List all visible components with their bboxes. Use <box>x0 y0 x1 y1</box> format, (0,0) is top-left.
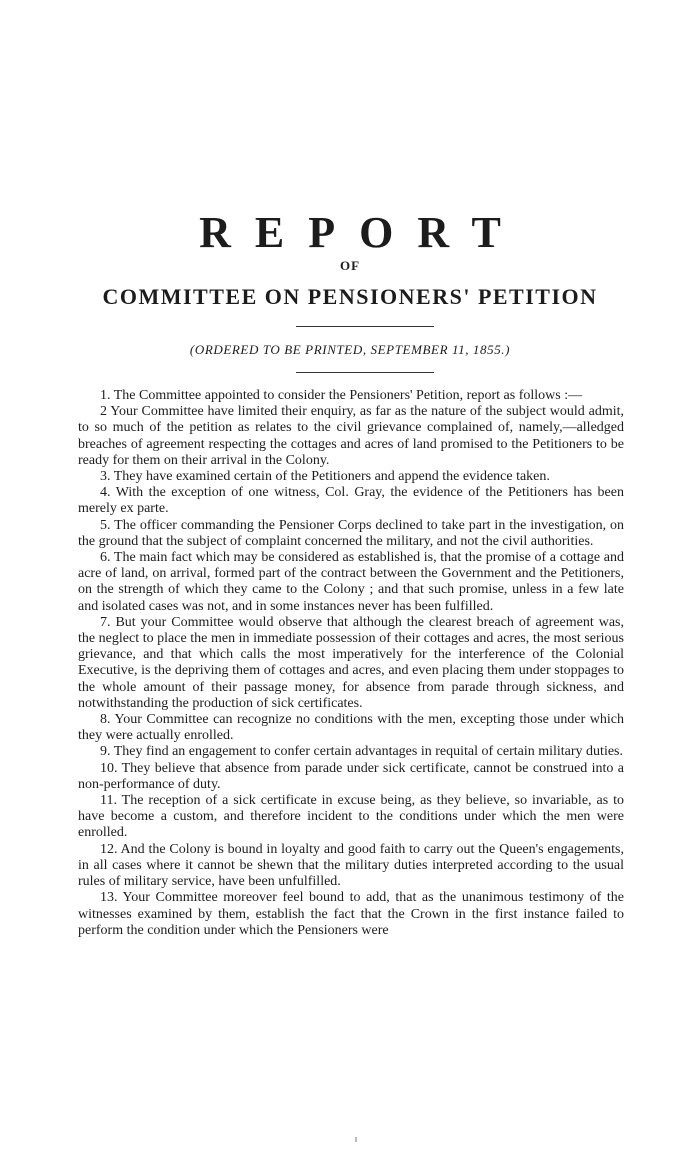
paragraph-4: 4. With the exception of one witness, Col. Gray, the evidence of the Petitioners has been merely ex parte. <box>78 485 624 517</box>
paragraph-11: 11. The reception of a sick certificate in excuse being, as they believe, so invariable, as to have become a custom, and therefore incident to the conditions under which the men were enrolled. <box>78 793 624 841</box>
ordered-printed-note: (ORDERED TO BE PRINTED, SEPTEMBER 11, 1855.) <box>189 342 511 357</box>
paragraph-9: 9. They find an engagement to confer certain advantages in requital of certain military duties. <box>100 744 623 760</box>
report-subtitle: COMMITTEE ON PENSIONERS' PETITION <box>102 284 598 309</box>
paragraph-12: 12. And the Colony is bound in loyalty and good faith to carry out the Queen's engagements, in all cases where it cannot be shewn that the military duties interpreted according to the usual rules of military service, have been unfulfilled. <box>78 841 624 890</box>
paragraph-1: 1. The Committee appointed to consider the Pensioners' Petition, report as follows :— <box>100 388 583 403</box>
paragraph-6: 6. The main fact which may be considered as established is, that the promise of a cottage and acre of land, on arrival, formed part of the contract between the Government and the Petitioners, on the strength of which they came to the Colony ; and that such promise, unless in a few late and isolated cases was not, and in some instances never has been fulfilled. <box>78 550 624 614</box>
report-of-line: OF <box>339 258 361 273</box>
paragraph-8: 8. Your Committee can recognize no conditions with the men, excepting those under which they were actually enrolled. <box>78 712 624 744</box>
report-title: REPORT <box>199 208 525 257</box>
paragraph-7: 7. But your Committee would observe that although the clearest breach of agreement was, the neglect to place the men in immediate possession of their cottages and acres, the most serious grievance, and that which calls the most imperatively for the interference of the Colonial Executive, is the depriving them of cottages and acres, and even placing them under stoppages to the whole amount of their passage money, for absence from parade through sickness, and notwithstanding the production of sick certificates. <box>78 614 624 711</box>
paragraph-3: 3. They have examined certain of the Petitioners and append the evidence taken. <box>100 469 550 485</box>
divider-rule-bottom <box>296 372 434 373</box>
paragraph-10: 10. They believe that absence from parade under sick certificate, cannot be construed into a non-performance of duty. <box>78 760 624 792</box>
paragraph-13: 13. Your Committee moreover feel bound to add, that as the unanimous testimony of the witnesses examined by them, establish the fact that the Crown in the first instance failed to perform the condition under which the Pensioners were <box>78 890 624 938</box>
paragraph-5: 5. The officer commanding the Pensioner Corps declined to take part in the investigation, on the ground that the subject of complaint concerned the military, and not the civil authorities. <box>78 517 624 549</box>
print-speck <box>355 1137 357 1142</box>
divider-rule-top <box>296 326 434 327</box>
paragraph-2: 2 Your Committee have limited their enquiry, as far as the nature of the subject would admit, to so much of the petition as relates to the civil grievance complained of, namely,—alledged breaches of agreement respecting the cottages and acres of land promised to the Petitioners to be ready for them on their arrival in the Colony. <box>78 404 624 468</box>
report-body <box>78 388 624 939</box>
